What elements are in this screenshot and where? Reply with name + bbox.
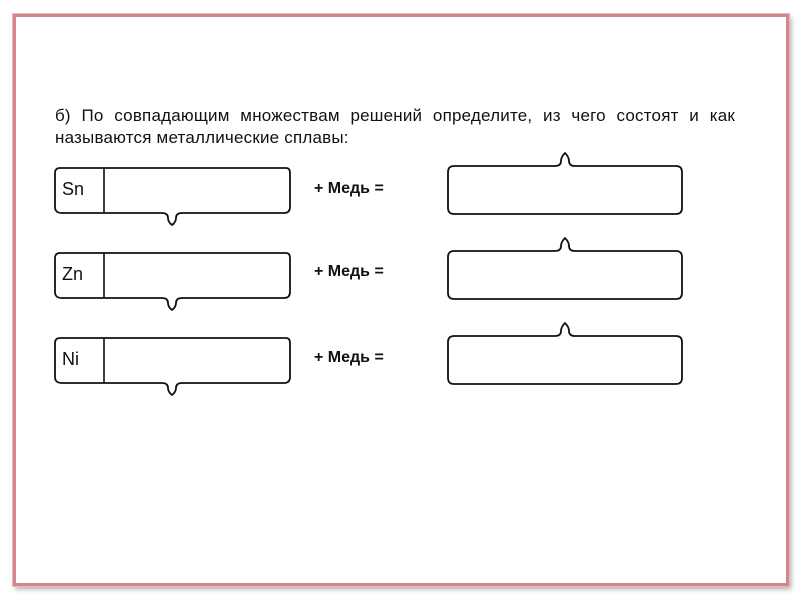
result-brace-box	[447, 251, 683, 301]
element-symbol: Ni	[62, 349, 79, 369]
element-brace-box	[54, 337, 291, 399]
result-brace-box	[447, 166, 683, 216]
element-answer-box	[54, 337, 291, 383]
plus-copper-label: + Медь =	[314, 180, 384, 197]
element-symbol: Zn	[62, 264, 84, 284]
element-brace-box	[54, 167, 291, 229]
alloy-answer-box	[447, 166, 683, 212]
alloy-answer-box	[447, 336, 683, 382]
element-symbol: Sn	[62, 179, 85, 199]
plus-copper-label: + Медь =	[314, 263, 384, 280]
result-brace-box	[447, 336, 683, 386]
plus-copper-label: + Медь =	[314, 349, 384, 366]
alloy-answer-box	[447, 251, 683, 297]
element-answer-box	[54, 252, 291, 298]
task-text: б) По совпадающим множествам решений определите, из чего состоят и как называются металлические сплавы:	[55, 106, 735, 147]
element-answer-box	[54, 167, 291, 213]
element-brace-box	[54, 252, 291, 314]
